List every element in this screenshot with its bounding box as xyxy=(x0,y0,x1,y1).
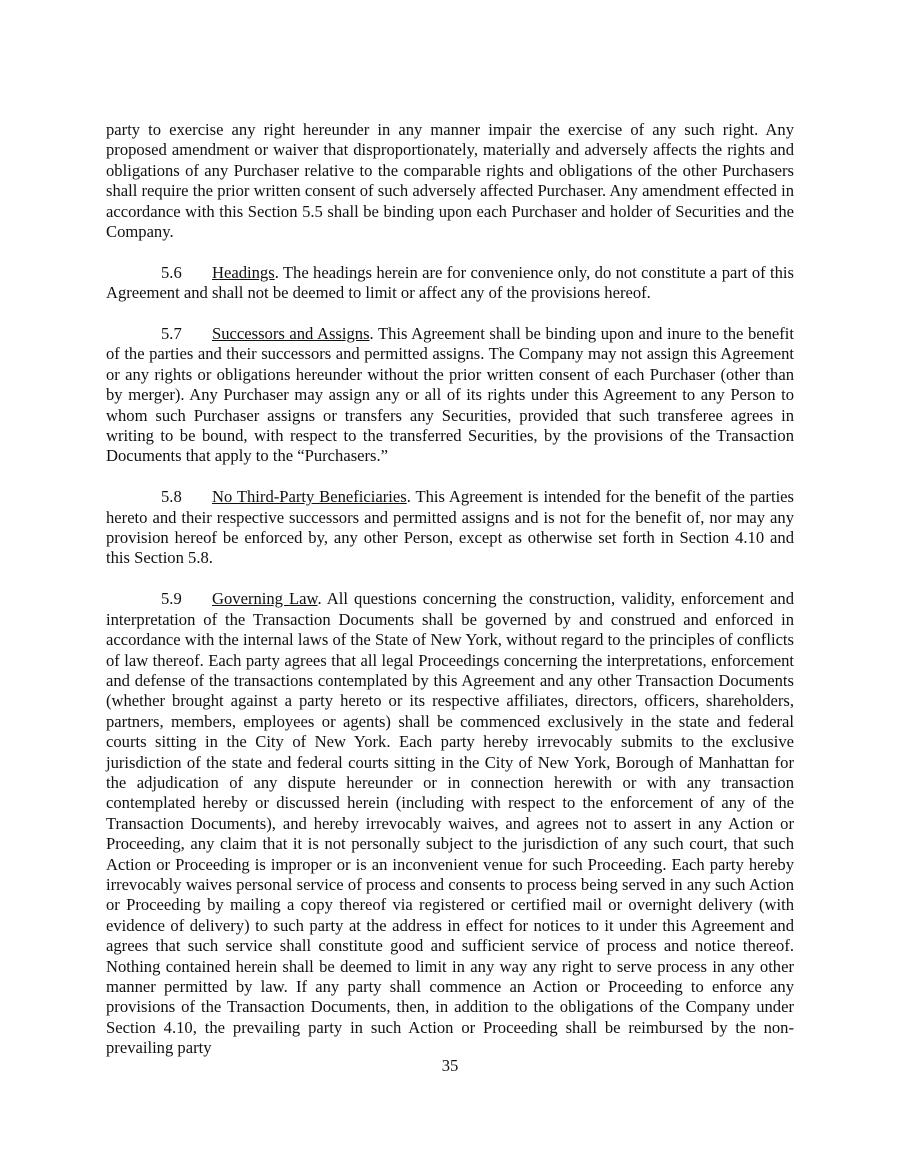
section-title: Successors and Assigns xyxy=(212,324,370,344)
section-number: 5.8 xyxy=(161,487,182,507)
page-number: 35 xyxy=(441,1056,459,1075)
section-title: Headings xyxy=(212,262,275,282)
continuation-paragraph: party to exercise any right hereunder in any manner impair the exercise of any such right. Any proposed amendment or waiver that disproportionately, materially and adversely affects the rights and obligations of any Purchaser relative to the comparable rights and obligations of the other Purchasers shall require the prior written consent of such adversely affected Purchaser. Any amendment effected in accordance with this Section 5.5 shall be binding upon each Purchaser and holder of Securities and the Company. xyxy=(106,120,794,242)
body-text xyxy=(106,120,794,1079)
section-number: 5.6 xyxy=(161,262,182,282)
section-5-6 xyxy=(106,263,794,304)
section-text: . This Agreement shall be binding upon and inure to the benefit of the parties and their successors and permitted assigns. The Company may not assign this Agreement or any rights or obligations hereunder without the prior written consent of each Purchaser (other than by merger). Any Purchaser may assign any or all of its rights under this Agreement to any Person to whom such Purchaser assigns or transfers any Securities, provided that such transferee agrees in writing to be bound, with respect to the transferred Securities, by the provisions of the Transaction Documents that apply to the “Purchasers.” xyxy=(106,324,795,466)
section-text: . This Agreement is intended for the benefit of the parties hereto and their respective successors and permitted assigns and is not for the benefit of, nor may any provision hereof be enforced by, any other Person, except as otherwise set forth in Section 4.10 and this Section 5.8. xyxy=(106,487,794,568)
section-number: 5.9 xyxy=(161,589,182,609)
section-text: . The headings herein are for convenience only, do not constitute a part of this Agreement and shall not be deemed to limit or affect any of the provisions hereof. xyxy=(106,262,794,303)
section-number: 5.7 xyxy=(161,324,182,344)
section-text: . All questions concerning the construction, validity, enforcement and interpretation of the Transaction Documents shall be governed by and construed and enforced in accordance with the internal laws of the State of New York, without regard to the principles of conflicts of law thereof. Each party agrees that all legal Proceedings concerning the interpretations, enforcement and defense of the transactions contemplated by this Agreement and any other Transaction Documents (whether brought against a party hereto or its respective affiliates, directors, officers, shareholders, partners, members, employees or agents) shall be commenced exclusively in the state and federal courts sitting in the City of New York. Each party hereby irrevocably submits to the exclusive jurisdiction of the state and federal courts sitting in the City of New York, Borough of Manhattan for the adjudication of any dispute hereunder or in connection herewith or with any transaction contemplated hereby or discussed herein (including with respect to the enforcement of any of the Transaction Documents), and hereby irrevocably waives, and agrees not to assert in any Action or Proceeding, any claim that it is not personally subject to the jurisdiction of any such court, that such Action or Proceeding is improper or is an inconvenient venue for such Proceeding. Each party hereby irrevocably waives personal service of process and consents to process being served in any such Action or Proceeding by mailing a copy thereof via registered or certified mail or overnight delivery (with evidence of delivery) to such party at the address in effect for notices to it under this Agreement and agrees that such service shall constitute good and sufficient service of process and notice thereof. Nothing contained herein shall be deemed to limit in any way any right to serve process in any other manner permitted by law. If any party shall commence an Action or Proceeding to enforce any provisions of the Transaction Documents, then, in addition to the obligations of the Company under Section 4.10, the prevailing party in such Action or Proceeding shall be reimbursed by the non-prevailing party xyxy=(106,589,794,1058)
section-5-9 xyxy=(106,589,794,1058)
section-title: No Third-Party Beneficiaries xyxy=(212,487,407,507)
section-5-7 xyxy=(106,324,794,467)
section-5-8 xyxy=(106,487,794,569)
section-title: Governing Law xyxy=(212,589,318,609)
